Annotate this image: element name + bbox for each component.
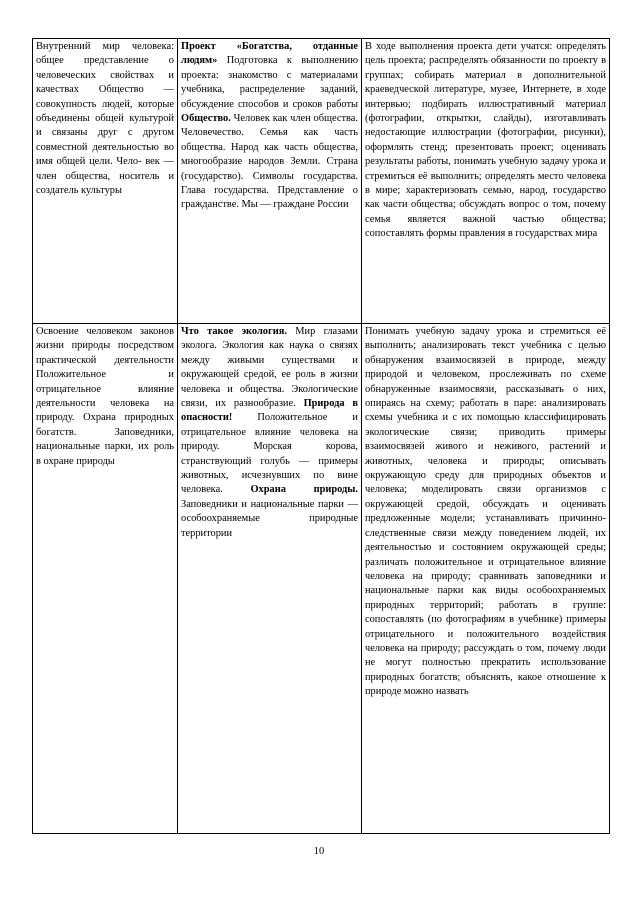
- topic-cell: Внутренний мир человека: общее представление о человеческих свойствах и качествах Общество — совокупность людей, которые объединены общей культурой и связаны друг с другом совместной деятельностью во имя общей цели. Чело- век — член общества, носитель и создатель культуры: [33, 39, 178, 324]
- content-cell: [178, 324, 362, 834]
- content-segment: Мир глазами эколога. Экология как наука о связях между живыми существами и окружающей средой, ее роль в жизни человека и общества. Экологические связи, их разнообразие.: [181, 326, 358, 410]
- table-row: [33, 39, 610, 324]
- page-number: 10: [313, 846, 325, 857]
- activities-cell: В ходе выполнения проекта дети учатся: определять цель проекта; распределять обязанности по проекту в группах; собирать материал в дополнительной краеведческой литературе, музее, Интернете, в ходе интервью; подбирать иллюстративный материал (фотографии, открытки, слайды), изготавливать недостающие иллюстрации (фотографии, рисунки), оформлять стенд; презентовать проект; оценивать результаты работы, понимать учебную задачу урока и стремиться её выполнить; определять место человека в мире; характеризовать семью, народ, государство как части общества; обсуждать вопрос о том, почему семья является важной частью общества; сопоставлять формы правления в государствах мира: [362, 39, 610, 324]
- content-cell: [178, 39, 362, 324]
- content-segment: Подготовка к выполнению проекта: знакомство с материалами учебника, распределение заданий, обсуждение способов и сроков работы: [181, 55, 358, 110]
- content-segment: Заповедники и национальные парки — особоохраняемые природные территории: [181, 498, 358, 539]
- content-segment: Проект «Богатства, отданные людям»: [181, 41, 358, 67]
- content-segment: Общество.: [181, 113, 231, 125]
- content-segment: Природа в опасности!: [181, 398, 358, 424]
- content-segment: Положительное и отрицательное влияние человека на природу. Морская корова, странствующий голубь — примеры животных, исчезнувших по вине человека.: [181, 412, 358, 496]
- content-segment: Что такое экология.: [181, 326, 287, 337]
- topic-cell: Освоение человеком законов жизни природы посредством практической деятельности Положительное и отрицательное влияние деятельности человека на природу. Охрана природных богатств. Заповедники, национальные парки, их роль в охране природы: [33, 324, 178, 834]
- curriculum-table: [32, 38, 610, 834]
- activities-cell: [362, 324, 610, 834]
- content-segment: Человек как член общества. Человечество. Семья как часть общества. Народ как часть общества, многообразие народов Земли. Страна (государство). Символы государства. Глава государства. Представление о гражданстве. Мы — граждане России: [181, 113, 358, 211]
- content-segment: Охрана природы.: [250, 484, 358, 496]
- activities-text: Понимать учебную задачу урока и стремиться её выполнить; анализировать текст учебника с целью обнаружения взаимосвязей в природе, между природой и человеком, прослеживать по схеме обнаруженные взаимосвязи, рассказывать о них, опираясь на схему; работать в паре: анализировать схемы учебника и с их помощью классифицировать экологические связи; приводить примеры взаимосвязей живого и неживого, растений и животных, человека и природы; описывать окружающую среду для природных объектов и человека; моделировать связи организмов с окружающей средой, обсуждать и оценивать предложенные модели; устанавливать причинно-следственные связи между поведением людей, их деятельностью и состоянием окружающей среды; различать положительное и отрицательное влияние человека на природу; сравнивать заповедники и национальные парки как виды особоохраняемых природных территорий; работать в группе: сопоставлять (по фотографиям в учебнике) примеры отрицательного и положительного воздействия человека на природу; рассуждать о том, почему люди не могут полностью прекратить использование природных богатств; объяснять, какое отношение к природе можно назвать: [365, 326, 606, 698]
- table-row: [33, 324, 610, 834]
